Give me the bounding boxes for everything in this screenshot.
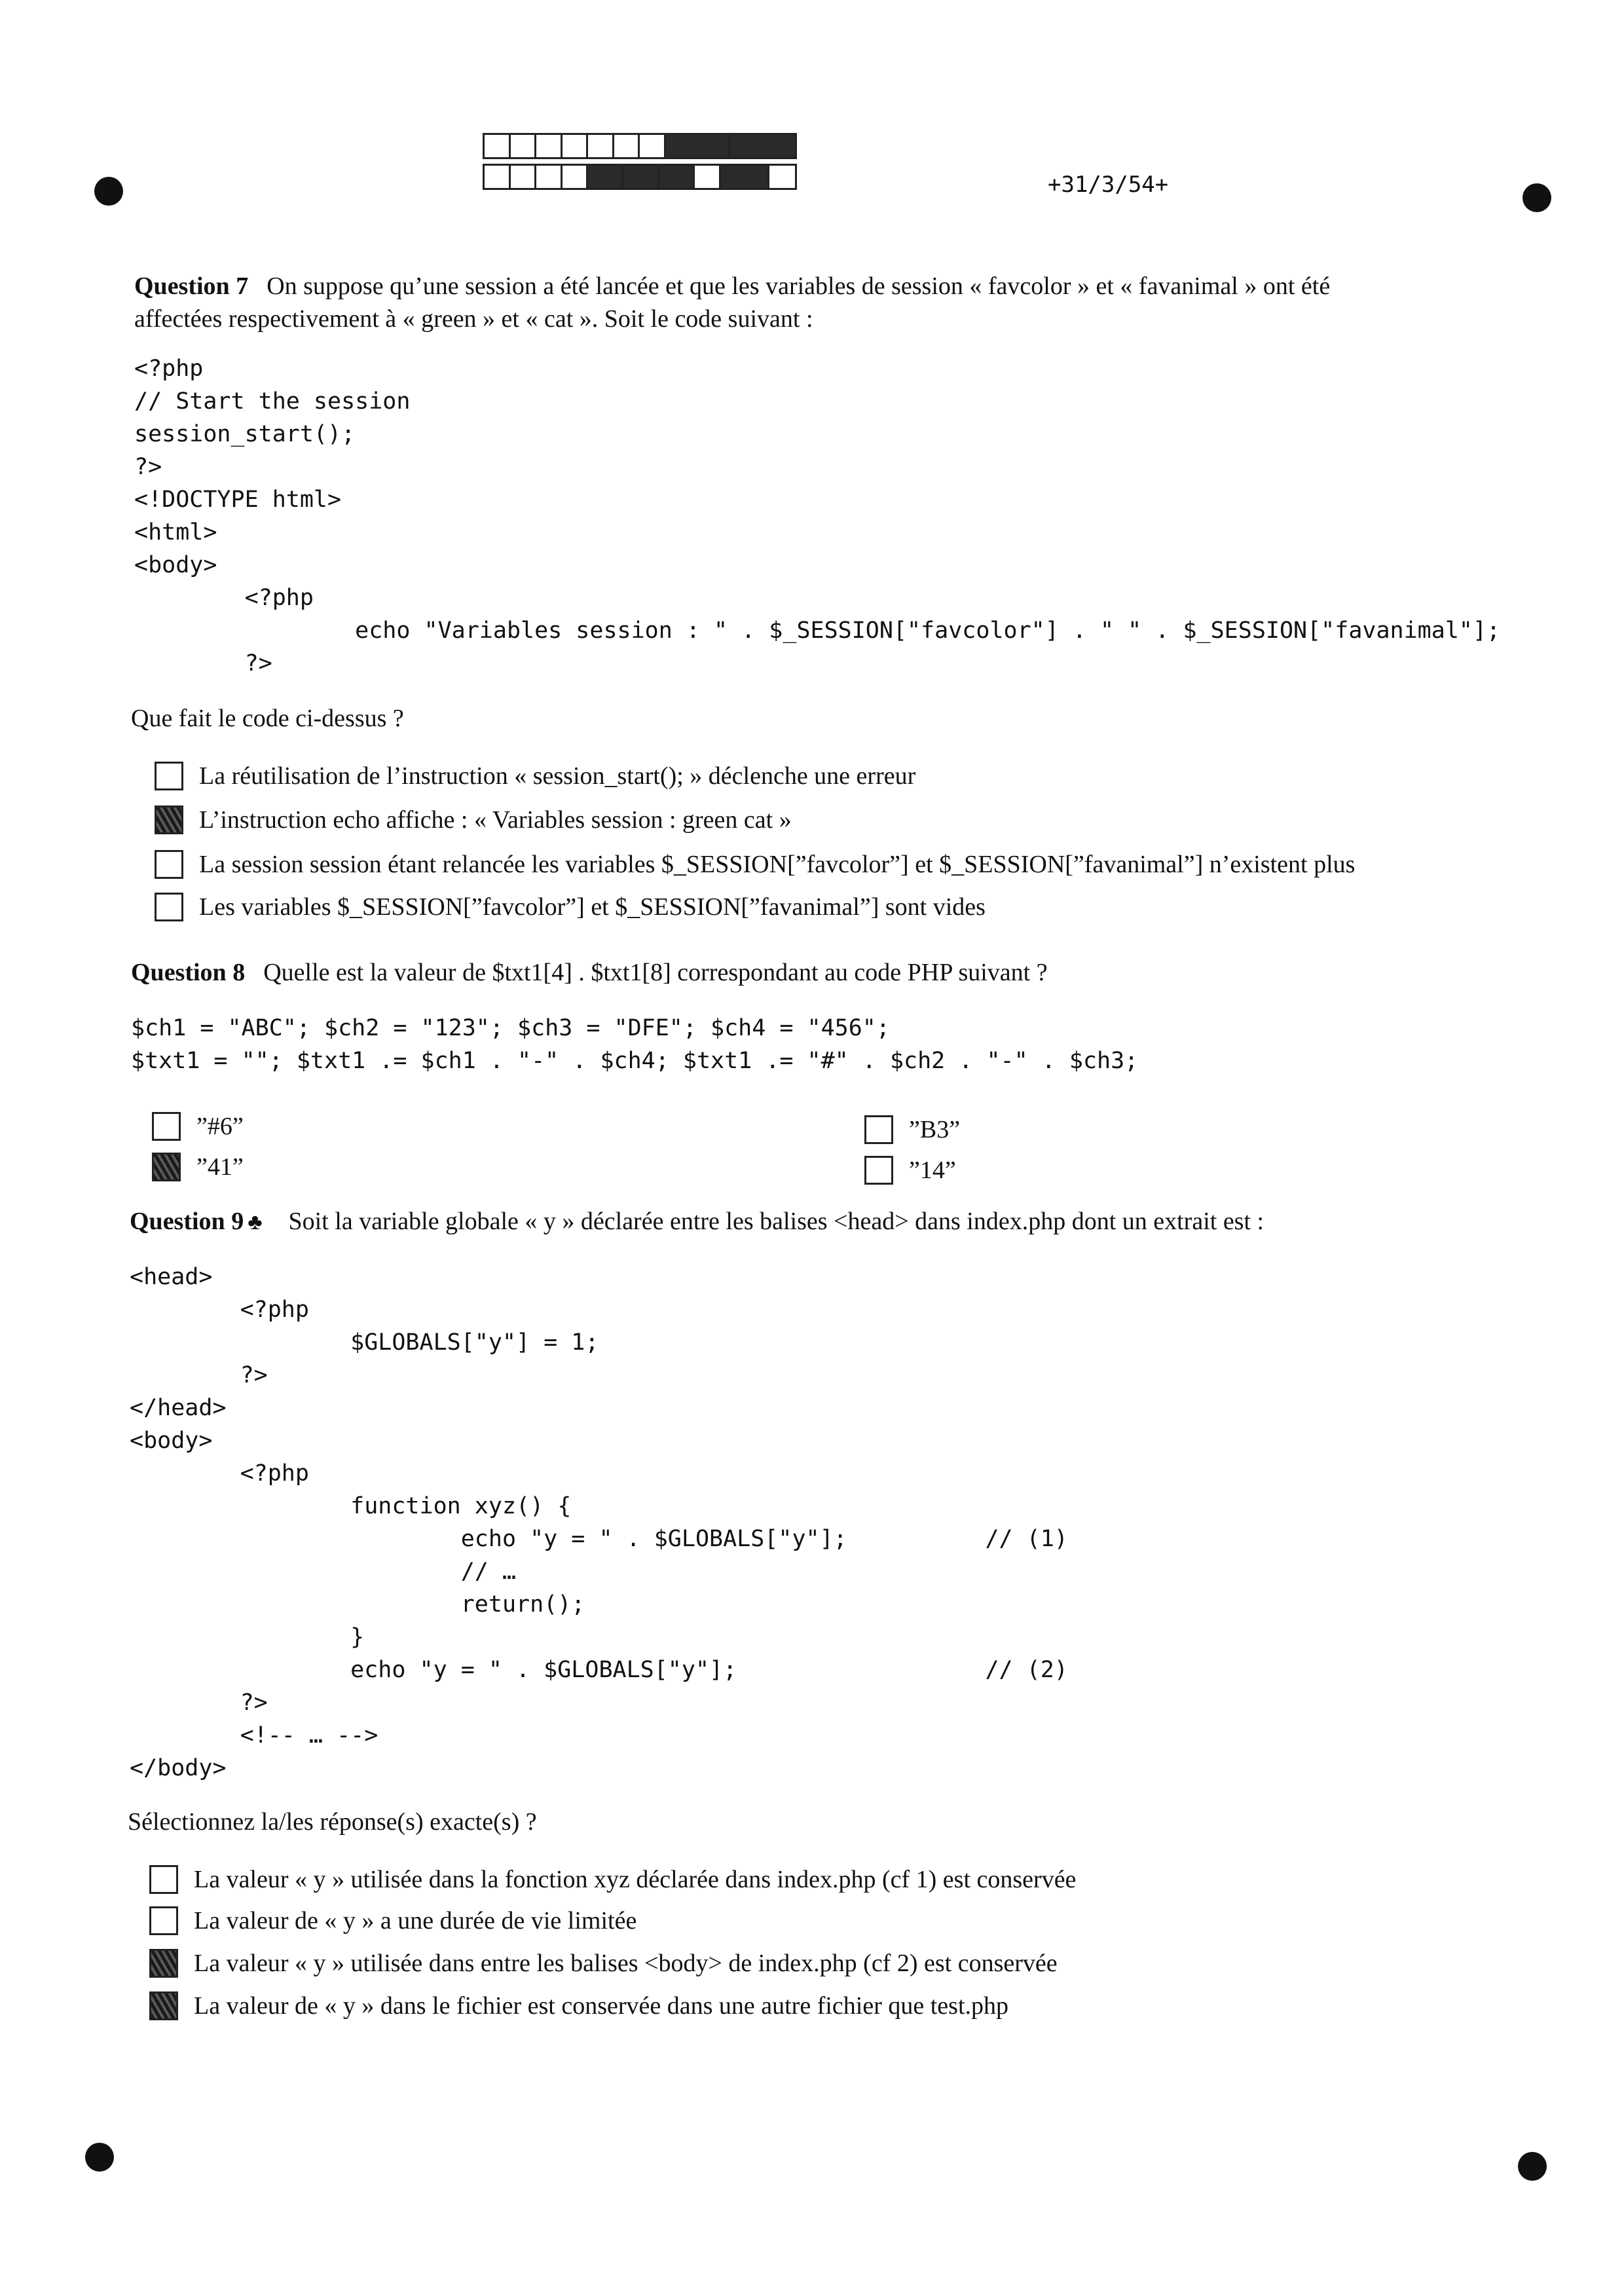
question-8-code: $ch1 = "ABC"; $ch2 = "123"; $ch3 = "DFE"; $ch4 = "456"; $txt1 = ""; $txt1 .= $ch1 . "-" . $ch4; $txt1 .= "#" . $ch2 . "-" . $ch3;	[131, 1015, 1139, 1074]
question-9-code: <head> <?php $GLOBALS["y"] = 1; ?> </head> <body> <?php function xyz() { echo "y = " . $GLOBALS["y"]; // (1) // … return(); } echo "y = " . $GLOBALS["y"]; // (2) ?> <!-- … --> </body>	[130, 1264, 1068, 1781]
barcode-row-1	[483, 133, 797, 159]
registration-mark-bottom-left	[85, 2143, 114, 2172]
question-9-option-4[interactable]	[149, 1986, 1008, 2026]
barcode-row-2	[483, 164, 797, 190]
question-7-option-3[interactable]	[155, 845, 1355, 884]
checkbox-checked[interactable]	[155, 805, 183, 834]
question-7-option-1[interactable]	[155, 756, 915, 796]
question-9-label: Question 9 ♣	[130, 1208, 263, 1235]
option-text: La valeur « y » utilisée dans entre les balises <body> de index.php (cf 2) est conservée	[194, 1950, 1058, 1977]
checkbox[interactable]	[152, 1112, 181, 1141]
question-7-option-2[interactable]	[155, 800, 792, 840]
option-text: L’instruction echo affiche : « Variables session : green cat »	[199, 806, 792, 834]
checkbox[interactable]	[155, 762, 183, 790]
question-9-option-3[interactable]	[149, 1944, 1058, 1983]
question-7-option-4[interactable]	[155, 887, 986, 927]
question-8-option-3[interactable]	[864, 1110, 960, 1149]
checkbox[interactable]	[864, 1156, 893, 1185]
page-code: +31/3/54+	[1048, 172, 1169, 198]
checkbox-checked[interactable]	[149, 1991, 178, 2020]
question-7-prompt: Que fait le code ci-dessus ?	[131, 705, 404, 732]
option-text: La valeur de « y » a une durée de vie limitée	[194, 1907, 637, 1935]
question-7-code: <?php // Start the session session_start(); ?> <!DOCTYPE html> <html> <body> <?php echo "Variables session : " . $_SESSION["favcolor"] . " " . $_SESSION["favanimal"]; ?>	[134, 356, 1501, 676]
question-9-option-2[interactable]	[149, 1901, 637, 1940]
question-8-header	[131, 956, 1539, 989]
question-8-option-4[interactable]	[864, 1151, 956, 1190]
option-text: La réutilisation de l’instruction « session_start(); » déclenche une erreur	[199, 762, 916, 790]
checkbox[interactable]	[155, 850, 183, 879]
checkbox[interactable]	[149, 1865, 178, 1894]
option-text: ”14”	[909, 1157, 956, 1184]
registration-mark-top-right	[1522, 183, 1551, 212]
option-text: La session session étant relancée les variables $_SESSION[”favcolor”] et $_SESSION[”favanimal”] n’existent plus	[199, 851, 1356, 878]
registration-mark-top-left	[94, 177, 123, 206]
checkbox[interactable]	[149, 1906, 178, 1935]
option-text: ”#6”	[196, 1113, 244, 1140]
checkbox-checked[interactable]	[149, 1949, 178, 1978]
question-7-label: Question 7	[134, 272, 249, 300]
question-7-text-line1: On suppose qu’une session a été lancée et que les variables de session « favcolor » et « favanimal » ont été	[267, 272, 1331, 300]
option-text: La valeur de « y » dans le fichier est conservée dans une autre fichier que test.php	[194, 1992, 1008, 2020]
question-9-header	[130, 1205, 1538, 1239]
question-7-text-line2: affectées respectivement à « green » et « cat ». Soit le code suivant :	[134, 305, 813, 333]
club-icon: ♣	[248, 1210, 263, 1234]
question-9-prompt: Sélectionnez la/les réponse(s) exacte(s) ?	[128, 1808, 537, 1836]
question-8-label: Question 8	[131, 959, 246, 986]
question-8-option-1[interactable]	[152, 1107, 244, 1146]
registration-mark-bottom-right	[1518, 2152, 1547, 2181]
question-8-text: Quelle est la valeur de $txt1[4] . $txt1[8] correspondant au code PHP suivant ?	[263, 959, 1048, 986]
checkbox[interactable]	[155, 893, 183, 921]
checkbox[interactable]	[864, 1115, 893, 1144]
question-9-option-1[interactable]	[149, 1860, 1076, 1899]
option-text: ”41”	[196, 1153, 244, 1181]
question-7-header	[134, 270, 1542, 335]
checkbox-checked[interactable]	[152, 1153, 181, 1181]
option-text: Les variables $_SESSION[”favcolor”] et $_SESSION[”favanimal”] sont vides	[199, 893, 986, 921]
option-text: La valeur « y » utilisée dans la fonction xyz déclarée dans index.php (cf 1) est conservée	[194, 1866, 1077, 1893]
question-8-option-2[interactable]	[152, 1147, 244, 1187]
option-text: ”B3”	[909, 1116, 961, 1143]
question-9-text: Soit la variable globale « y » déclarée entre les balises <head> dans index.php dont un extrait est :	[288, 1208, 1264, 1235]
